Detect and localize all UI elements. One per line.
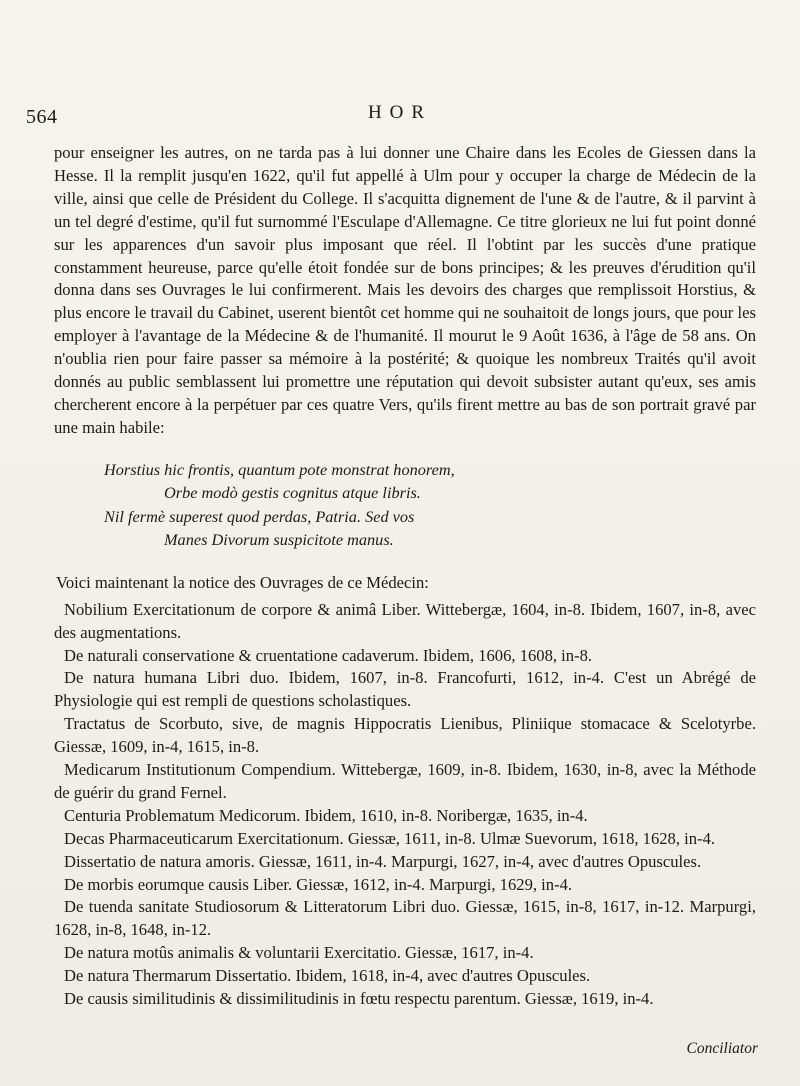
work-entry: De natura Thermarum Dissertatio. Ibidem, 1618, in-4, avec d'autres Opuscules. xyxy=(64,966,591,986)
works-intro: Voici maintenant la notice des Ouvrages de ce Médecin: xyxy=(56,572,429,592)
verse-line: Orbe modò gestis cognitus atque libris. xyxy=(164,483,421,503)
work-entry: De causis similitudinis & dissimilitudinis in fœtu respectu parentum. Giessæ, 1619, in-4. xyxy=(64,989,654,1009)
running-head: HOR xyxy=(367,102,433,123)
catchword: Conciliator xyxy=(686,1040,758,1057)
work-entry: Dissertatio de natura amoris. Giessæ, 1611, in-4. Marpurgi, 1627, in-4, avec d'autres Opuscules. xyxy=(64,851,702,871)
works-list xyxy=(54,599,756,1011)
epitaph-verse xyxy=(104,458,756,552)
verse-line: Nil fermè superest quod perdas, Patria. Sed vos xyxy=(104,506,415,526)
work-entry: De natura humana Libri duo. Ibidem, 1607, in-8. Francofurti, 1612, in-4. C'est un Abrégé de Physiologie qui est rempli de questions scholastiques. xyxy=(54,668,756,711)
page-header xyxy=(0,100,800,130)
biography-paragraph: pour enseigner les autres, on ne tarda pas à lui donner une Chaire dans les Ecoles de Giessen dans la Hesse. Il la remplit jusqu'en 1622, qu'il fut appellé à Ulm pour y occuper la charge de Médecin de la ville, ainsi que celle de Président du College. Il s'acquitta dignement de l'une & de l'autre, & il parvint à un tel degré d'estime, qu'il fut surnommé l'Esculape d'Allemagne. Ce titre glorieux ne lui fut point donné sur les apparences d'un savoir plus imposant que réel. Il l'obtint par les succès d'une pratique constamment heureuse, parce qu'elle étoit fondée sur de bons principes; & les preuves d'érudition qu'il donna dans ses Ouvrages le lui confirmerent. Mais les devoirs des charges que remplissoit Horstius, & plus encore le travail du Cabinet, userent bientôt cet homme qui ne souhaitoit de longs jours, que pour les employer à l'avantage de la Médecine & de l'humanité. Il mourut le 9 Août 1636, à l'âge de 58 ans. On n'oublia rien pour faire passer sa mémoire à la postérité; & quoique les nombreux Traités qu'il avoit donnés au public semblassent lui promettre une réputation qui devoit subsister autant qu'eux, ses amis chercherent encore à la perpétuer par ces quatre Vers, qu'ils firent mettre au bas de son portrait gravé par une main habile: xyxy=(54,143,756,437)
work-entry: Centuria Problematum Medicorum. Ibidem, 1610, in-8. Noribergæ, 1635, in-4. xyxy=(64,805,588,825)
work-entry: De natura motûs animalis & voluntarii Exercitatio. Giessæ, 1617, in-4. xyxy=(64,943,534,963)
verse-line: Manes Divorum suspicitote manus. xyxy=(164,530,394,550)
work-entry: De naturali conservatione & cruentatione cadaverum. Ibidem, 1606, 1608, in-8. xyxy=(64,645,593,665)
page-number: 564 xyxy=(26,106,58,128)
work-entry: De morbis eorumque causis Liber. Giessæ, 1612, in-4. Marpurgi, 1629, in-4. xyxy=(64,874,573,894)
work-entry: Decas Pharmaceuticarum Exercitationum. Giessæ, 1611, in-8. Ulmæ Suevorum, 1618, 1628, in-4. xyxy=(64,828,716,848)
work-entry: Medicarum Institutionum Compendium. Wittebergæ, 1609, in-8. Ibidem, 1630, in-8, avec la Méthode de guérir du grand Fernel. xyxy=(54,760,756,802)
verse-line: Horstius hic frontis, quantum pote monstrat honorem, xyxy=(104,459,455,479)
work-entry: Nobilium Exercitationum de corpore & animâ Liber. Wittebergæ, 1604, in-8. Ibidem, 1607, in-8, avec des augmentations. xyxy=(54,599,756,642)
page-body xyxy=(54,142,756,1011)
work-entry: De tuenda sanitate Studiosorum & Litteratorum Libri duo. Giessæ, 1615, in-8, 1617, in-12. Marpurgi, 1628, in-8, 1648, in-12. xyxy=(54,897,756,940)
work-entry: Tractatus de Scorbuto, sive, de magnis Hippocratis Lienibus, Pliniique stomacace & Scelotyrbe. Giessæ, 1609, in-4, 1615, in-8. xyxy=(54,714,756,757)
